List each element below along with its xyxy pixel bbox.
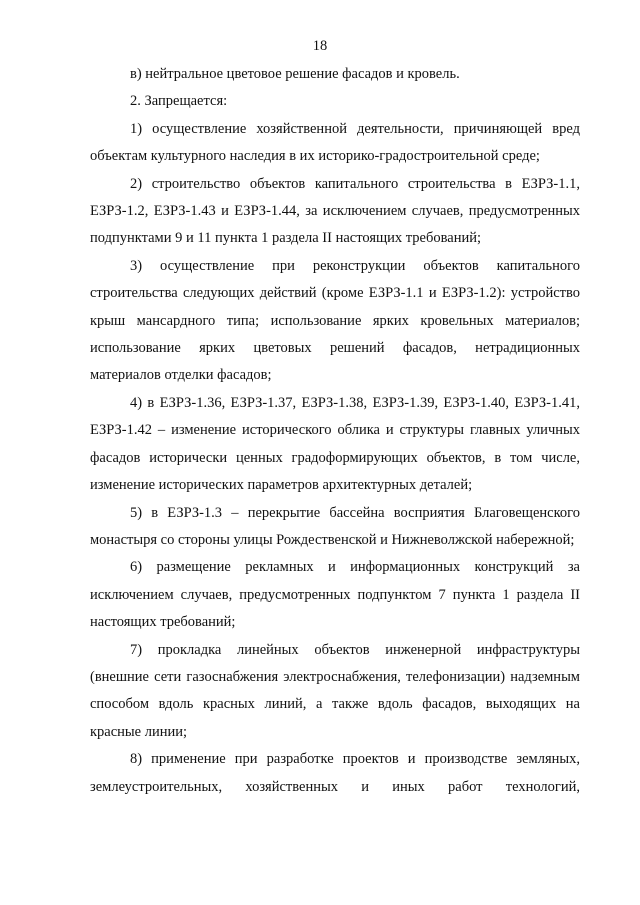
paragraph-item-1: 1) осуществление хозяйственной деятельности, причиняющей вред объектам культурного наследия в их историко-градостроительной среде; [90, 120, 580, 165]
paragraph-item-4: 4) в ЕЗРЗ-1.36, ЕЗРЗ-1.37, ЕЗРЗ-1.38, ЕЗРЗ-1.39, ЕЗРЗ-1.40, ЕЗРЗ-1.41, ЕЗРЗ-1.42 – изменение исторического облика и структуры главных уличных фасадов исторически ценных градоформирующих объектов, в том числе, изменение исторических параметров архитектурных деталей; [90, 394, 580, 494]
page-number: 18 [312, 38, 328, 54]
paragraph-item-5: 5) в ЕЗРЗ-1.3 – перекрытие бассейна восприятия Благовещенского монастыря со стороны улицы Рождественской и Нижневолжской набережной; [90, 504, 580, 548]
paragraph-item-7: 7) прокладка линейных объектов инженерной инфраструктуры (внешние сети газоснабжения электроснабжения, телефонизации) надземным способом вдоль красных линий, а также вдоль фасадов, выходящих на красные линии; [90, 641, 580, 740]
paragraph-item-3: 3) осуществление при реконструкции объектов капитального строительства следующих действий (кроме ЕЗРЗ-1.1 и ЕЗРЗ-1.2): устройство крыш мансардного типа; использование ярких кровельных материалов; использование ярких цветовых решений фасадов, нетрадиционных материалов отделки фасадов; [90, 257, 580, 384]
paragraph-item-v: в) нейтральное цветовое решение фасадов и кровель. [130, 66, 460, 82]
paragraph-item-8: 8) применение при разработке проектов и производстве земляных, землеустроительных, хозяйственных и иных работ технологий, [90, 751, 580, 795]
paragraph-item-6: 6) размещение рекламных и информационных конструкций за исключением случаев, предусмотренных подпунктом 7 пункта 1 раздела II настоящих требований; [90, 559, 580, 631]
paragraph-item-2: 2) строительство объектов капитального строительства в ЕЗРЗ-1.1, ЕЗРЗ-1.2, ЕЗРЗ-1.43 и ЕЗРЗ-1.44, за исключением случаев, предусмотренных подпунктами 9 и 11 пункта 1 раздела II настоящих требований; [90, 175, 580, 247]
paragraph-section-2-heading: 2. Запрещается: [130, 93, 228, 110]
document-body [90, 61, 580, 801]
